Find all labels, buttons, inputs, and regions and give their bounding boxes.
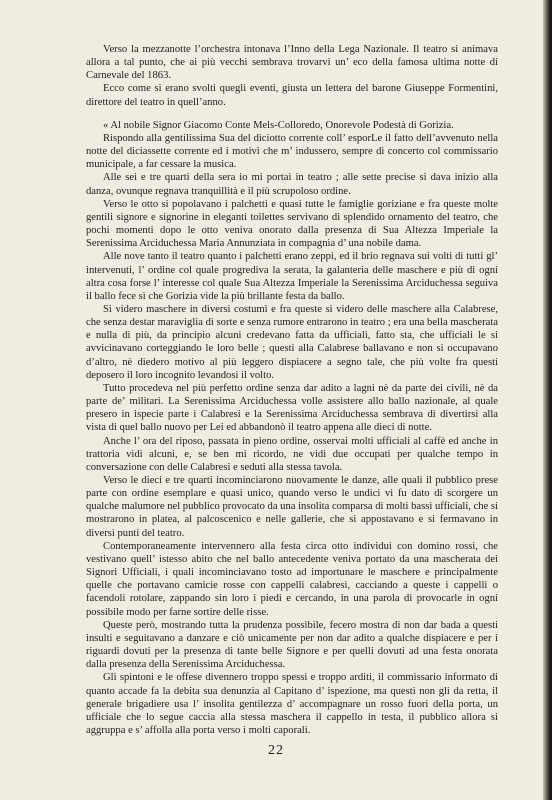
paragraph: Gli spintoni e le offese divennero troppo spessi e troppo arditi, il commissario informato di quanto accade fa la debita sua denunzia al Capitano d’ ispezione, ma questi non gli da retta, il generale brigadiere usa l’ insolita gentilezza d’ accompagnare un rosso fuori della porta, un ufficiale che lo segue caccia alla stessa maschera il cappello in testa, il pubblico allora si aggruppa e s’ affolla alla porta verso i molti caporali.	[86, 672, 498, 736]
paragraph: Verso le dieci e tre quarti incominciarono nuovamente le danze, alle quali il pubblico prese parte con ordine esemplare e quasi unico, quando verso le undici vi fu dato di scorgere un qualche malumore nel pubblico provocato da una insolita comparsa di molti bassi ufficiali, che si mostrarono in platea, al palcoscenico e nelle gallerie, che si appostavano e si fermavano in diversi punti del teatro.	[86, 475, 498, 539]
page-number: 22	[268, 743, 284, 758]
paragraph: Queste però, mostrando tutta la prudenza possibile, fecero mostra di non dar bada a questi insulti e seguitavano a danzare e ciò unicamente per non dar adito a qualche dispiacere e per i riguardi dovuti per la presenza di tante belle Signore e per quelli dovuti ad una festa onorata dalla presenza della Serenissima Arciduchessa.	[86, 619, 498, 671]
paragraph: Verso le otto si popolavano i palchetti e quasi tutte le famiglie goriziane e fra queste molte gentili signore e signorine in eleganti toilettes servivano di splendido ornamento del teatro, che pochi momenti dopo le otto veniva onorato dalla presenza di Sua Altezza Imperiale la Serenissima Arciduchessa Maria Annunziata in compagnia d’ una nobile dama.	[86, 198, 498, 250]
paragraph: Contemporaneamente intervennero alla festa circa otto individui con domino rossi, che vestivano quell’ istesso abito che nel ballo antecedente veniva portato da una mascherata dei Signori Ufficiali, i quali incominciavano tosto ad importunare le maschere e principalmente quelle che portavano camicie rosse con cappelli calabresi, cacciando a queste i cappelli o facendoli rotolare, zappando sin loro i piedi e cercando, in una parola di provocarle in ogni possibile modo per farne sortire delle risse.	[86, 540, 498, 618]
paragraph: Tutto procedeva nel più perfetto ordine senza dar adito a lagni nè da parte dei civili, nè da parte de’ militari. La Serenissima Arciduchessa volle assistere allo ballo nazionale, al quale presero in ispecie parte i Calabresi e la Serenissima Arciduchessa sembrava di divertirsi alla vista di quel ballo nuovo per Lei ed abbandonò il teatro appena alle dieci di notte.	[86, 382, 498, 434]
paragraph: Si videro maschere in diversi costumi e fra queste si videro delle maschere alla Calabrese, che senza destar maraviglia di sorte e senza rumore entrarono in teatro ; era una bella mascherata e nulla di più, da principio alcuni credevano fatta da ufficiali, fatto sta, che ufficiali le si avvicinavano corteggiando le loro belle ; questi alla Calabrese ballavano e non si occupavano d’altro, nè diedero motivo al più leggero dispiacere a segno tale, che più volte fra questi deposero il loro incognito levandosi il volto.	[86, 303, 498, 381]
paragraph: Ecco come si erano svolti quegli eventi, giusta un lettera del barone Giuseppe Formentini, direttore del teatro in quell’anno.	[86, 83, 498, 108]
paragraph: Anche l’ ora del riposo, passata in pieno ordine, osservai molti ufficiali al caffè ed anche in trattoria vidi alcuni, e, se ben mi ricordo, ne vidi due occupati per qualche tempo in conversazione con delle Calabresi e seduti alla stessa tavola.	[86, 435, 498, 473]
paragraph: Alle nove tanto il teatro quanto i palchetti erano zeppi, ed il brio regnava sui volti di tutti gl’ intervenuti, l’ ordine col quale progrediva la serata, la galanteria delle maschere e più di ogni altra cosa forse l’ interesse col quale Sua Altezza Imperiale la Serenissima Arciduchessa seguiva il ballo fece sì che Gorizia vide la più brillante festa da ballo.	[86, 251, 498, 302]
paragraph: Alle sei e tre quarti della sera io mi portai in teatro ; alle sette precise si dava inizio alla danza, ovunque regnava tranquillità e il più scrupoloso ordine.	[86, 172, 498, 197]
paragraph: Rispondo alla gentilissima Sua del diciotto corrente coll’ esporLe il fatto dell’avvenuto nella notte del diciassette corrente ed i motivi che m’ indussero, sempre di concerto col commissario municipale, a far cessare la musica.	[86, 132, 498, 171]
paragraph: Verso la mezzanotte l’orchestra intonava l’Inno della Lega Nazionale. Il teatro si animava allora a tal punto, che ai più vecchi sembrava trovarvi un’ eco della famosa ultima notte di Carnevale del 1863.	[86, 44, 498, 82]
page-edge-shadow	[543, 0, 552, 800]
letter-salutation: « Al nobile Signor Giacomo Conte Mels-Colloredo, Onorevole Podestà di Gorizia.	[103, 119, 454, 131]
document-body	[86, 43, 498, 737]
